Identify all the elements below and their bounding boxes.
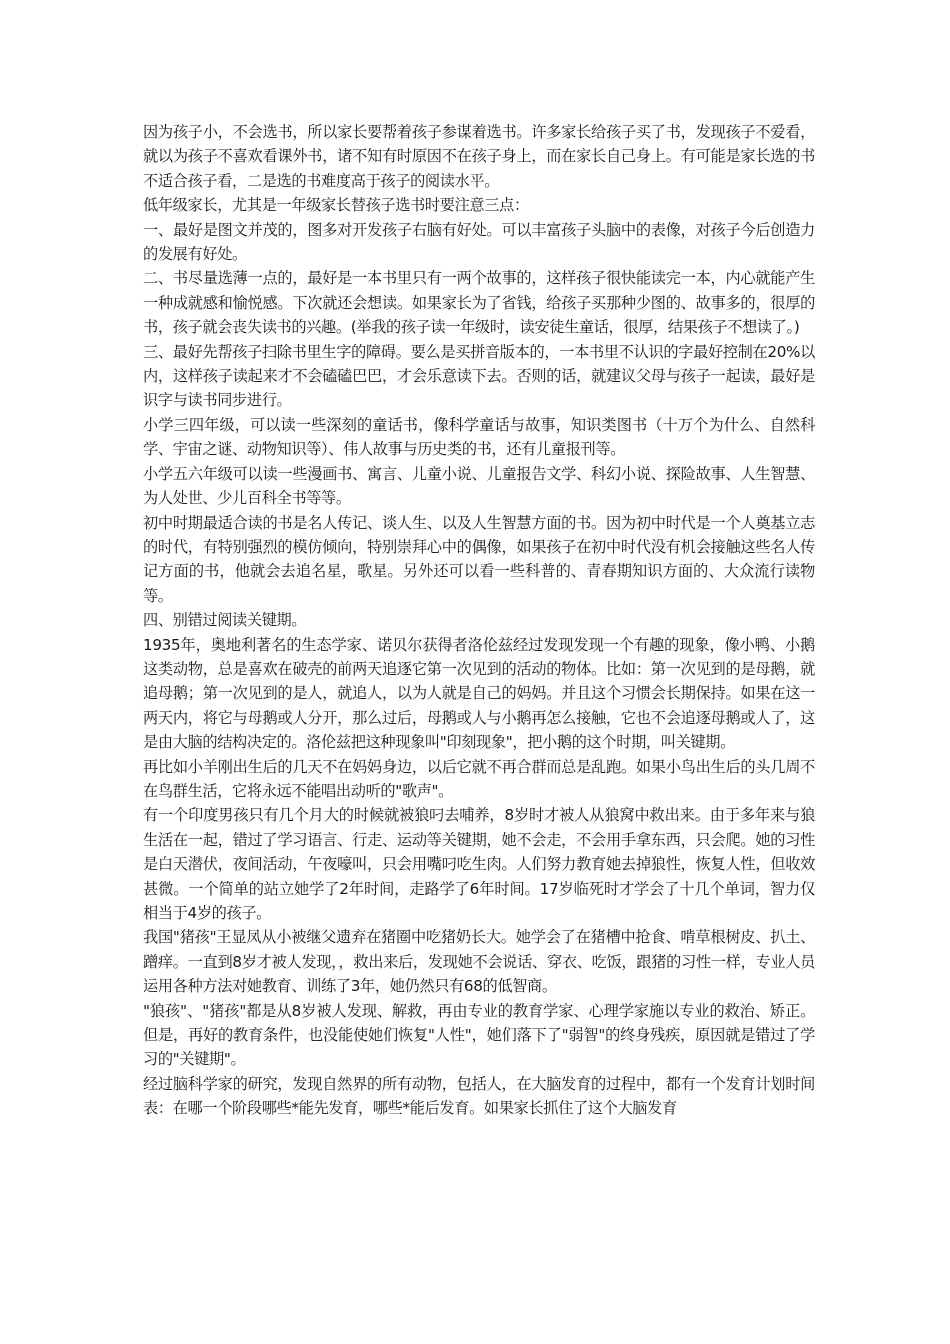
paragraph-5: 三、最好先帮孩子扫除书里生字的障碍。要么是买拼音版本的，一本书里不认识的字最好控制在20%以内，这样孩子读起来才不会磕磕巴巴，才会乐意读下去。否则的话，就建议父母与孩子一起读，最好是识字与读书同步进行。 bbox=[143, 342, 815, 410]
paragraph-15: 经过脑科学家的研究，发现自然界的所有动物，包括人，在大脑发育的过程中，都有一个发育计划时间表：在哪一个阶段哪些*能先发育，哪些*能后发育。如果家长抓住了这个大脑发育 bbox=[143, 1074, 815, 1118]
paragraph-4: 二、书尽量选薄一点的，最好是一本书里只有一两个故事的，这样孩子很快能读完一本，内心就能产生一种成就感和愉悦感。下次就还会想读。如果家长为了省钱，给孩子买那种少图的、故事多的，很厚的书，孩子就会丧失读书的兴趣。(举我的孩子读一年级时，读安徒生童话，很厚，结果孩子不想读了。) bbox=[143, 269, 815, 337]
paragraph-8: 初中时期最适合读的书是名人传记、谈人生、以及人生智慧方面的书。因为初中时代是一个人奠基立志的时代，有特别强烈的模仿倾向，特别崇拜心中的偶像，如果孩子在初中时代没有机会接触这些名人传记方面的书，他就会去追名星，歌星。另外还可以看一些科普的、青春期知识方面的、大众流行读物等。 bbox=[143, 513, 815, 605]
paragraph-6: 小学三四年级，可以读一些深刻的童话书，像科学童话与故事，知识类图书（十万个为什么、自然科学、宇宙之谜、动物知识等）、伟人故事与历史类的书，还有儿童报刊等。 bbox=[143, 415, 815, 459]
paragraph-1: 因为孩子小，不会选书，所以家长要帮着孩子参谋着选书。许多家长给孩子买了书，发现孩子不爱看，就以为孩子不喜欢看课外书，诸不知有时原因不在孩子身上，而在家长自己身上。有可能是家长选的书不适合孩子看，二是选的书难度高于孩子的阅读水平。 bbox=[143, 123, 815, 190]
document-body bbox=[143, 120, 815, 1121]
paragraph-7: 小学五六年级可以读一些漫画书、寓言、儿童小说、儿童报告文学、科幻小说、探险故事、人生智慧、为人处世、少儿百科全书等等。 bbox=[143, 464, 815, 508]
paragraph-14: "狼孩"、"猪孩"都是从8岁被人发现、解救，再由专业的教育学家、心理学家施以专业的救治、矫正。但是，再好的教育条件，也没能使她们恢复"人性"，她们落下了"弱智"的终身残疾，原因就是错过了学习的"关键期"。 bbox=[143, 1001, 815, 1069]
paragraph-3: 一、最好是图文并茂的，图多对开发孩子右脑有好处。可以丰富孩子头脑中的表像，对孩子今后创造力的发展有好处。 bbox=[143, 220, 815, 264]
paragraph-13: 我国"猪孩"王显凤从小被继父遗弃在猪圈中吃猪奶长大。她学会了在猪槽中抢食、啃草根树皮、扒土、蹭痒。一直到8岁才被人发现，，救出来后，发现她不会说话、穿衣、吃饭，跟猪的习性一样，专业人员运用各种方法对她教育、训练了3年，她仍然只有68的低智商。 bbox=[143, 928, 815, 996]
paragraph-2: 低年级家长，尤其是一年级家长替孩子选书时要注意三点： bbox=[143, 196, 529, 215]
paragraph-9: 四、别错过阅读关键期。 bbox=[143, 611, 307, 630]
paragraph-11: 再比如小羊刚出生后的几天不在妈妈身边，以后它就不再合群而总是乱跑。如果小鸟出生后的头几周不在鸟群生活，它将永远不能唱出动听的"歌声"。 bbox=[143, 757, 815, 800]
paragraph-10: 1935年，奥地利著名的生态学家、诺贝尔获得者洛伦兹经过发现发现一个有趣的现象，像小鸭、小鹅这类动物，总是喜欢在破壳的前两天追逐它第一次见到的活动的物体。比如：第一次见到的是母鹅，就追母鹅；第一次见到的是人，就追人，以为人就是自己的妈妈。并且这个习惯会长期保持。如果在这一两天内，将它与母鹅或人分开，那么过后，母鹅或人与小鹅再怎么接触，它也不会追逐母鹅或人了，这是由大脑的结构决定的。洛伦兹把这种现象叫"印刻现象"，把小鹅的这个时期，叫关键期。 bbox=[143, 635, 815, 752]
paragraph-12: 有一个印度男孩只有几个月大的时候就被狼叼去哺养，8岁时才被人从狼窝中救出来。由于多年来与狼生活在一起，错过了学习语言、行走、运动等关键期，她不会走，不会用手拿东西，只会爬。她的习性是白天潜伏，夜间活动，午夜嚎叫，只会用嘴叼吃生肉。人们努力教育她去掉狼性，恢复人性，但收效甚微。一个简单的站立她学了2年时间，走路学了6年时间。17岁临死时才学会了十几个单词，智力仅相当于4岁的孩子。 bbox=[143, 806, 815, 922]
